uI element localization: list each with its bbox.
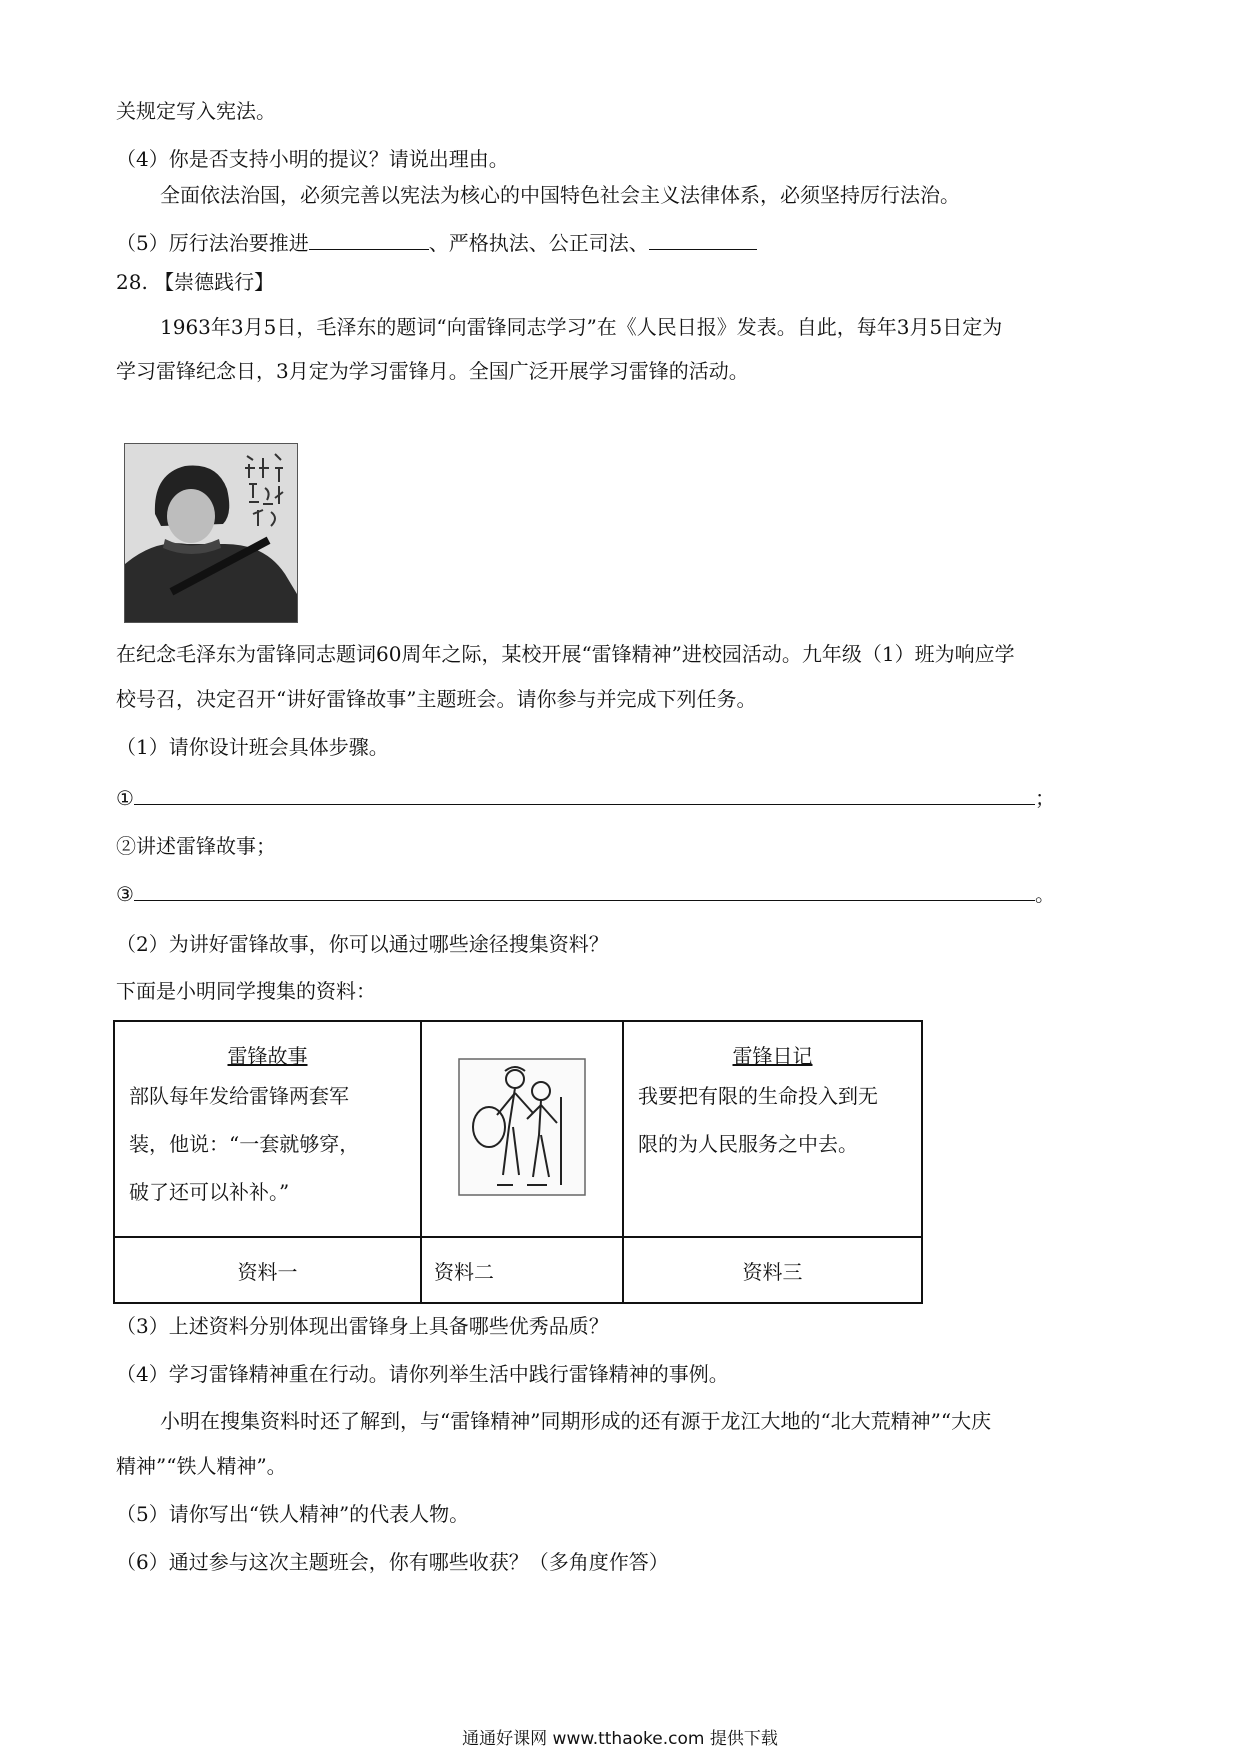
section-28-heading: 28. 【崇德践行】 — [116, 270, 275, 294]
material-3-line-2: 限的为人民服务之中去。 — [638, 1132, 858, 1156]
material-1-line-3: 破了还可以补补。” — [129, 1180, 290, 1204]
task-1: （1）请你设计班会具体步骤。 — [116, 735, 389, 759]
material-1-line-2: 装，他说：“一套就够穿， — [129, 1132, 360, 1156]
materials-intro: 下面是小明同学搜集的资料： — [116, 979, 376, 1003]
task-5: （5）请你写出“铁人精神”的代表人物。 — [116, 1502, 470, 1526]
paragraph-rule-of-law: 全面依法治国，必须完善以宪法为核心的中国特色社会主义法律体系，必须坚持厉行法治。 — [160, 183, 960, 207]
materials-table — [113, 1020, 923, 1304]
paragraph-1963-line-1: 1963年3月5日，毛泽东的题词“向雷锋同志学习”在《人民日报》发表。自此，每年3月5日定为 — [160, 315, 1003, 339]
material-3-title: 雷锋日记 — [732, 1044, 813, 1068]
step-3-marker: ③ — [116, 882, 134, 906]
answer-blank-2[interactable] — [649, 227, 757, 250]
lei-feng-helping-illustration — [457, 1057, 587, 1197]
page-footer: 通通好课网 www.tthaoke.com 提供下载 — [462, 1729, 778, 1749]
material-1-cell — [114, 1021, 421, 1237]
task-4: （4）学习雷锋精神重在行动。请你列举生活中践行雷锋精神的事例。 — [116, 1362, 729, 1386]
answer-blank-1[interactable] — [309, 227, 429, 250]
question-5-part-b: 、严格执法、公正司法、 — [428, 231, 649, 255]
question-5 — [116, 227, 757, 257]
material-1-line-1: 部队每年发给雷锋两套军 — [129, 1084, 349, 1108]
paragraph-spirits-line-1: 小明在搜集资料时还了解到，与“雷锋精神”同期形成的还有源于龙江大地的“北大荒精神”“大庆 — [160, 1409, 992, 1433]
step-1 — [116, 782, 1055, 812]
question-4: （4）你是否支持小明的提议？请说出理由。 — [116, 147, 509, 171]
paragraph-1963-line-2: 学习雷锋纪念日，3月定为学习雷锋月。全国广泛开展学习雷锋的活动。 — [116, 359, 749, 383]
material-1-title: 雷锋故事 — [227, 1044, 308, 1068]
step-1-answer-blank[interactable] — [134, 782, 1035, 805]
material-3-label: 资料三 — [623, 1237, 922, 1303]
step-2: ②讲述雷锋故事； — [116, 834, 276, 858]
paragraph-activity-line-1: 在纪念毛泽东为雷锋同志题词60周年之际，某校开展“雷锋精神”进校园活动。九年级（1）班为响应学 — [116, 642, 1015, 666]
material-2-cell — [421, 1021, 623, 1237]
material-3-line-1: 我要把有限的生命投入到无 — [638, 1084, 878, 1108]
question-5-part-a: （5）厉行法治要推进 — [116, 231, 309, 255]
material-3-cell — [623, 1021, 922, 1237]
task-2: （2）为讲好雷锋故事，你可以通过哪些途径搜集资料？ — [116, 932, 609, 956]
step-3-end: 。 — [1034, 882, 1055, 906]
step-1-end: ； — [1034, 786, 1055, 810]
material-2-label: 资料二 — [421, 1237, 623, 1303]
lei-feng-photo — [124, 443, 298, 623]
material-1-label: 资料一 — [114, 1237, 421, 1303]
step-3 — [116, 878, 1055, 908]
task-3: （3）上述资料分别体现出雷锋身上具备哪些优秀品质？ — [116, 1314, 609, 1338]
step-1-marker: ① — [116, 786, 134, 810]
paragraph-spirits-line-2: 精神”“铁人精神”。 — [116, 1454, 287, 1478]
task-6: （6）通过参与这次主题班会，你有哪些收获？（多角度作答） — [116, 1550, 669, 1574]
portrait-illustration — [125, 444, 297, 622]
step-3-answer-blank[interactable] — [134, 878, 1035, 901]
text-line-constitution: 关规定写入宪法。 — [116, 99, 276, 123]
paragraph-activity-line-2: 校号召，决定召开“讲好雷锋故事”主题班会。请你参与并完成下列任务。 — [116, 687, 757, 711]
